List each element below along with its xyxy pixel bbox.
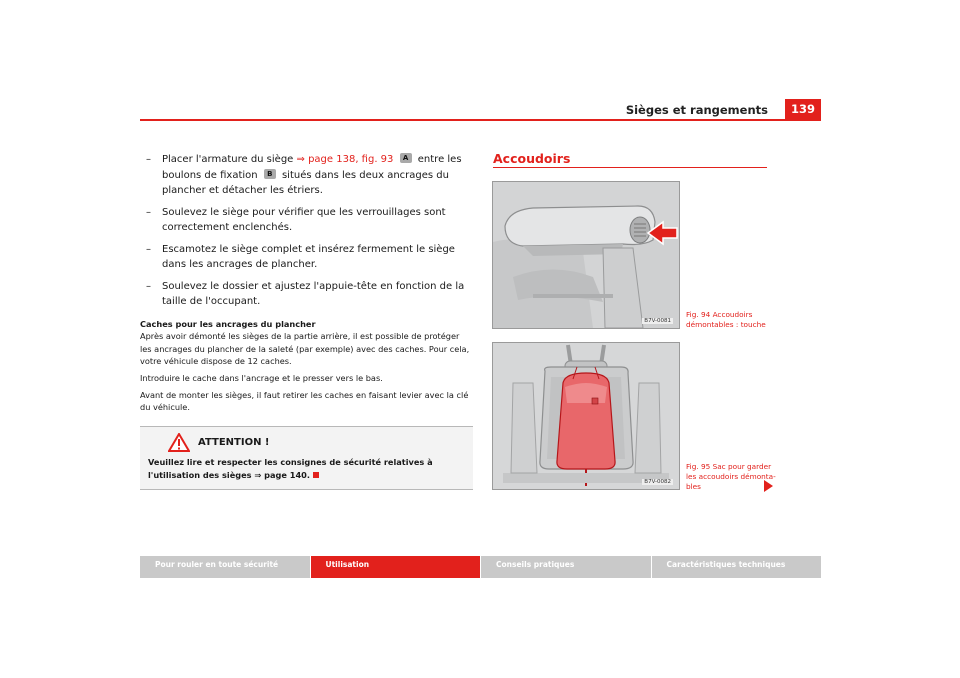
- left-column: [140, 152, 473, 490]
- figure-caption: Fig. 95 Sac pour garder les accoudoirs démonta-bles: [686, 462, 776, 491]
- footer-tab-safety[interactable]: Pour rouler en toute sécurité: [140, 556, 310, 578]
- paragraph: Avant de monter les sièges, il faut retirer les caches en faisant levier avec la clé du véhicule.: [140, 389, 469, 413]
- footer-tab-tips[interactable]: Conseils pratiques: [481, 556, 651, 578]
- armrest-illustration: [493, 182, 679, 328]
- warning-title: ATTENTION !: [198, 437, 270, 449]
- warning-text: [148, 456, 465, 481]
- step-text: Soulevez le siège pour vérifier que les verrouillages sont correctement enclenchés.: [162, 206, 446, 233]
- step-text: Placer l'armature du siège: [162, 154, 297, 165]
- badge-b: B: [264, 169, 276, 179]
- page-header-title: Sièges et rangements: [625, 103, 768, 117]
- step-text: situés dans les deux ancrages du plancher et détacher les étriers.: [162, 169, 449, 196]
- end-of-section-square-icon: [313, 472, 319, 478]
- paragraph: Introduire le cache dans l'ancrage et le presser vers le bas.: [140, 372, 383, 383]
- dash-marker: –: [146, 280, 151, 292]
- dash-marker: –: [146, 243, 151, 255]
- instruction-step: [140, 279, 473, 310]
- warning-triangle-icon: [168, 433, 190, 452]
- instruction-step: [140, 205, 473, 236]
- warning-header: [168, 433, 465, 452]
- figure-armrest-button: [492, 181, 680, 329]
- instruction-step: [140, 242, 473, 273]
- next-page-arrow-icon[interactable]: [764, 480, 773, 492]
- figure-code: B7V-0081: [644, 318, 671, 324]
- section-title: Accoudoirs: [493, 151, 571, 166]
- page-number: 139: [785, 99, 821, 119]
- warning-page-link[interactable]: ⇒ page 140.: [254, 469, 310, 480]
- dash-marker: –: [146, 206, 151, 218]
- subheading: Caches pour les ancrages du plancher: [140, 318, 316, 329]
- seat-bag-illustration: [493, 343, 679, 489]
- dash-marker: –: [146, 154, 151, 165]
- step-text: Escamotez le siège complet et insérez fermement le siège dans les ancrages de plancher.: [162, 243, 455, 270]
- figure-caption: Fig. 94 Accoudoirs démontables : touche: [686, 310, 766, 329]
- warning-body: Veuillez lire et respecter les consignes de sécurité relatives à l'utilisation des sièges: [148, 457, 433, 480]
- badge-a: A: [400, 153, 412, 163]
- step-text: Soulevez le dossier et ajustez l'appuie-tête en fonction de la taille de l'occupant.: [162, 280, 465, 307]
- figure-armrest-bag: [492, 342, 680, 490]
- footer-tab-usage[interactable]: Utilisation: [311, 556, 481, 578]
- section-rule: [493, 167, 767, 168]
- header-rule: [140, 119, 821, 121]
- page-reference-link[interactable]: ⇒ page 138, fig. 93: [296, 154, 394, 165]
- step-text: entre les boulons de fixation: [162, 154, 462, 181]
- instruction-step: [140, 152, 473, 199]
- figure-code: B7V-0082: [644, 479, 671, 485]
- footer-tab-specs[interactable]: Caractéristiques techniques: [652, 556, 822, 578]
- warning-box: [140, 426, 473, 490]
- footer-nav: [140, 556, 821, 578]
- paragraph: Après avoir démonté les sièges de la partie arrière, il est possible de protéger les ancrages du plancher de la saleté (par exemple) avec des caches. Pour cela, votre véhicule dispose de 12 caches.: [140, 330, 470, 367]
